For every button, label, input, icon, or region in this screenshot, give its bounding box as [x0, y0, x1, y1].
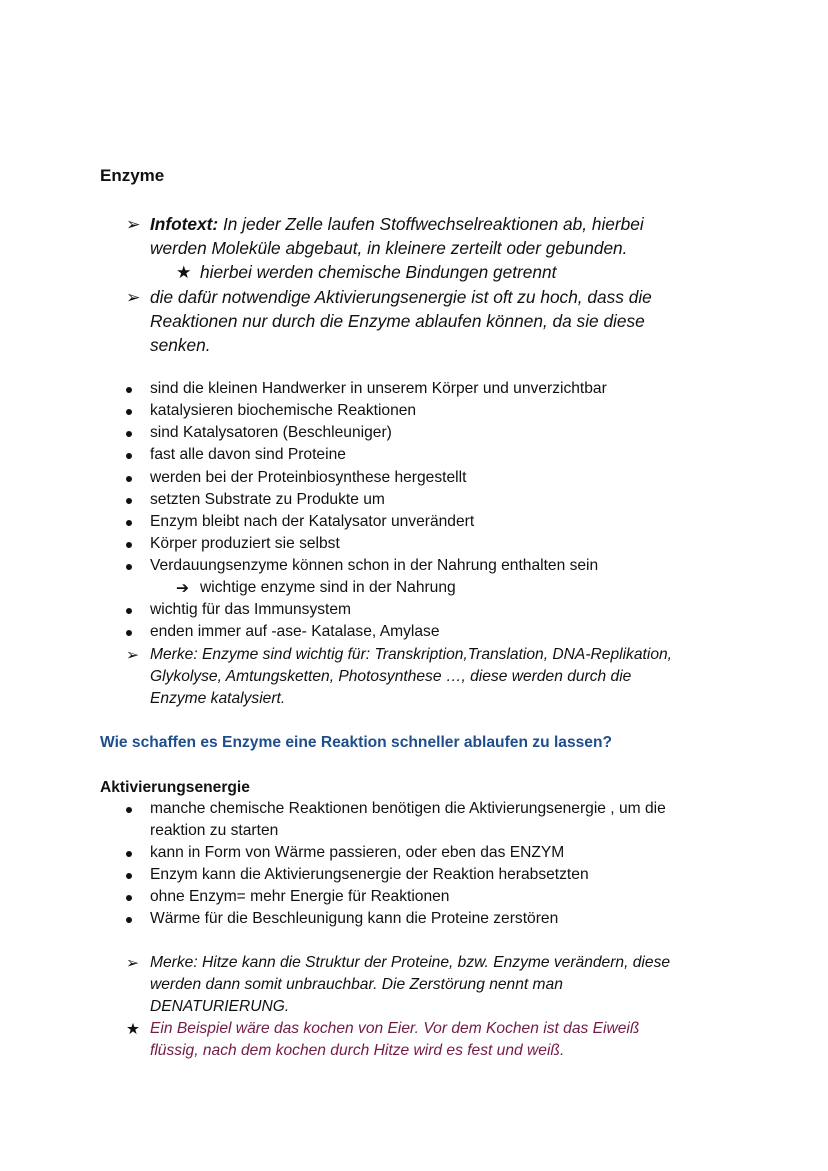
bullet-dot-icon [126, 895, 132, 901]
bullet-dot-icon [126, 851, 132, 857]
infotext-label: Infotext: [150, 214, 219, 234]
list-item: enden immer auf -ase- Katalase, Amylase [150, 623, 440, 640]
arrowhead-bullet-icon: ➢ [126, 214, 141, 234]
bullet-dot-icon [126, 542, 132, 548]
star-bullet-icon: ★ [176, 262, 192, 282]
page-title: Enzyme [100, 166, 165, 185]
list-item: Verdauungsenzyme können schon in der Nahrung enthalten sein [150, 557, 599, 574]
bullet-dot-icon [126, 873, 132, 879]
example-line: flüssig, nach dem kochen durch Hitze wird es fest und weiß. [150, 1042, 565, 1059]
merke-line: Merke: Enzyme sind wichtig für: Transkription,Translation, DNA-Replikation, [150, 646, 672, 663]
info-item-line: Reaktionen nur durch die Enzyme ablaufen können, da sie diese [150, 311, 645, 331]
list-item: Wärme für die Beschleunigung kann die Proteine zerstören [150, 910, 559, 927]
info-item-line: die dafür notwendige Aktivierungsenergie ist oft zu hoch, dass die [150, 287, 652, 307]
merke-line: Merke: Hitze kann die Struktur der Proteine, bzw. Enzyme verändern, diese [150, 954, 671, 971]
merke-line: Glykolyse, Amtungsketten, Photosynthese …, diese werden durch die [150, 668, 632, 685]
bullet-dot-icon [126, 498, 132, 504]
list-item: setzten Substrate zu Produkte um [150, 491, 385, 508]
list-item: sind Katalysatoren (Beschleuniger) [150, 424, 392, 441]
list-item: werden bei der Proteinbiosynthese hergestellt [150, 469, 467, 486]
list-item: Körper produziert sie selbst [150, 535, 340, 552]
list-item: ohne Enzym= mehr Energie für Reaktionen [150, 888, 450, 905]
section-heading: Wie schaffen es Enzyme eine Reaktion schneller ablaufen zu lassen? [100, 734, 613, 751]
bullet-dot-icon [126, 564, 132, 570]
list-item: Enzym kann die Aktivierungsenergie der Reaktion herabsetzten [150, 866, 589, 883]
list-item-continued: reaktion zu starten [150, 822, 279, 839]
example-line: Ein Beispiel wäre das kochen von Eier. Vor dem Kochen ist das Eiweiß [150, 1020, 640, 1037]
bullet-dot-icon [126, 520, 132, 526]
bullet-dot-icon [126, 387, 132, 393]
info-sub-item: hierbei werden chemische Bindungen getrennt [200, 262, 557, 282]
bullet-dot-icon [126, 917, 132, 923]
merke-line: Enzyme katalysiert. [150, 690, 286, 707]
bullet-dot-icon [126, 409, 132, 415]
list-item: wichtig für das Immunsystem [150, 601, 352, 618]
right-arrow-icon: ➔ [176, 580, 190, 597]
arrowhead-bullet-icon: ➢ [126, 647, 140, 664]
bullet-dot-icon [126, 807, 132, 813]
bullet-dot-icon [126, 630, 132, 636]
bullet-dot-icon [126, 476, 132, 482]
subsection-heading: Aktivierungsenergie [100, 779, 250, 796]
bullet-dot-icon [126, 431, 132, 437]
arrowhead-bullet-icon: ➢ [126, 287, 141, 307]
bullet-dot-icon [126, 608, 132, 614]
info-item-line [150, 214, 644, 235]
info-item-line: senken. [150, 335, 211, 355]
star-bullet-icon: ★ [126, 1021, 140, 1038]
merke-line: DENATURIERUNG. [150, 998, 290, 1015]
info-item-line: werden Moleküle abgebaut, in kleinere zerteilt oder gebunden. [150, 238, 628, 258]
list-item: katalysieren biochemische Reaktionen [150, 402, 417, 419]
infotext-text: In jeder Zelle laufen Stoffwechselreaktionen ab, hierbei [222, 214, 644, 234]
arrowhead-bullet-icon: ➢ [126, 955, 140, 972]
list-item: kann in Form von Wärme passieren, oder eben das ENZYM [150, 844, 565, 861]
list-item: fast alle davon sind Proteine [150, 446, 346, 463]
list-item: Enzym bleibt nach der Katalysator unverändert [150, 513, 475, 530]
list-item: manche chemische Reaktionen benötigen die Aktivierungsenergie , um die [150, 800, 666, 817]
list-item: sind die kleinen Handwerker in unserem Körper und unverzichtbar [150, 380, 607, 397]
bullet-dot-icon [126, 453, 132, 459]
merke-line: werden dann somit unbrauchbar. Die Zerstörung nennt man [150, 976, 563, 993]
arrow-note: wichtige enzyme sind in der Nahrung [200, 579, 456, 596]
